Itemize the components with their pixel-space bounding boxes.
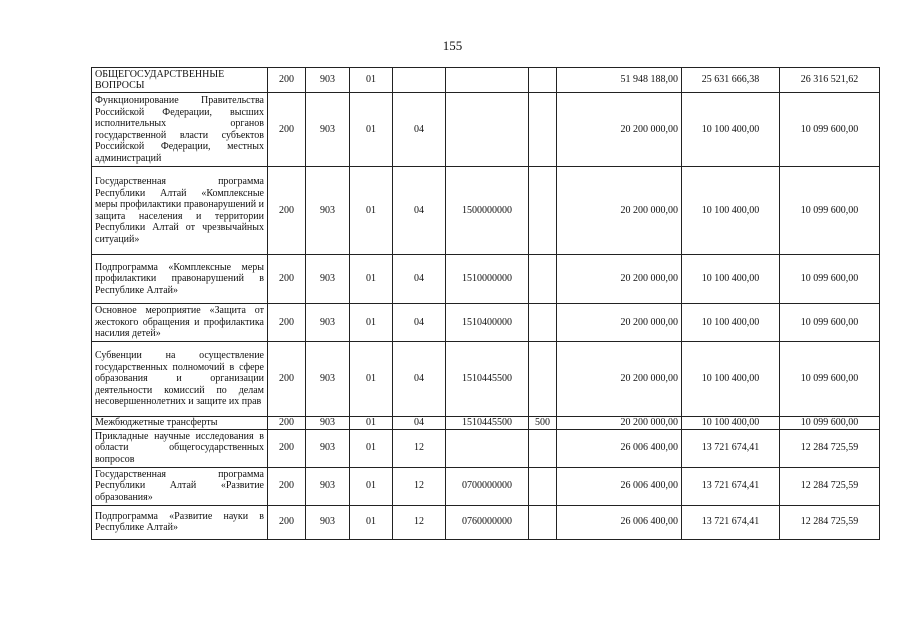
sum-current-cell: 26 006 400,00 — [557, 505, 682, 539]
sum-third-cell: 26 316 521,62 — [780, 68, 880, 93]
target-cell — [446, 429, 529, 467]
gov-cell: 903 — [306, 93, 350, 167]
sum-third-cell: 10 099 600,00 — [780, 304, 880, 342]
table-row — [92, 167, 880, 255]
row-name-cell: Функционирование Правительства Российской Федерации, высших исполнительных органов государственной власти субъектов Российской Федерации, местных администраций — [92, 93, 268, 167]
section-cell: 01 — [350, 304, 393, 342]
section-cell: 01 — [350, 93, 393, 167]
section-cell: 01 — [350, 429, 393, 467]
sum-second-cell: 25 631 666,38 — [682, 68, 780, 93]
row-name-cell: ОБЩЕГОСУДАРСТВЕННЫЕ ВОПРОСЫ — [92, 68, 268, 93]
sum-current-cell: 20 200 000,00 — [557, 417, 682, 430]
kind-cell — [529, 429, 557, 467]
sum-third-cell: 10 099 600,00 — [780, 342, 880, 417]
sum-current-cell: 20 200 000,00 — [557, 304, 682, 342]
target-cell: 1510445500 — [446, 417, 529, 430]
sum-current-cell: 20 200 000,00 — [557, 255, 682, 304]
table-row — [92, 68, 880, 93]
code-cell: 200 — [268, 342, 306, 417]
subsection-cell: 04 — [393, 342, 446, 417]
kind-cell — [529, 167, 557, 255]
target-cell: 0760000000 — [446, 505, 529, 539]
gov-cell: 903 — [306, 255, 350, 304]
gov-cell: 903 — [306, 342, 350, 417]
kind-cell — [529, 505, 557, 539]
code-cell: 200 — [268, 429, 306, 467]
row-name-cell: Основное мероприятие «Защита от жестокого обращения и профилактика насилия детей» — [92, 304, 268, 342]
kind-cell: 500 — [529, 417, 557, 430]
subsection-cell: 04 — [393, 255, 446, 304]
budget-table — [91, 67, 880, 540]
row-name-cell: Межбюджетные трансферты — [92, 417, 268, 430]
sum-third-cell: 10 099 600,00 — [780, 93, 880, 167]
gov-cell: 903 — [306, 304, 350, 342]
code-cell: 200 — [268, 467, 306, 505]
code-cell: 200 — [268, 93, 306, 167]
sum-third-cell: 12 284 725,59 — [780, 467, 880, 505]
table-row — [92, 429, 880, 467]
table-row — [92, 417, 880, 430]
kind-cell — [529, 342, 557, 417]
gov-cell: 903 — [306, 505, 350, 539]
kind-cell — [529, 467, 557, 505]
row-name-cell: Прикладные научные исследования в области общегосударственных вопросов — [92, 429, 268, 467]
kind-cell — [529, 304, 557, 342]
sum-current-cell: 51 948 188,00 — [557, 68, 682, 93]
sum-second-cell: 10 100 400,00 — [682, 93, 780, 167]
code-cell: 200 — [268, 167, 306, 255]
target-cell: 1510445500 — [446, 342, 529, 417]
subsection-cell: 12 — [393, 505, 446, 539]
sum-third-cell: 10 099 600,00 — [780, 167, 880, 255]
sum-third-cell: 12 284 725,59 — [780, 505, 880, 539]
code-cell: 200 — [268, 68, 306, 93]
sum-current-cell: 20 200 000,00 — [557, 93, 682, 167]
target-cell — [446, 68, 529, 93]
sum-second-cell: 13 721 674,41 — [682, 429, 780, 467]
gov-cell: 903 — [306, 417, 350, 430]
table-row — [92, 505, 880, 539]
section-cell: 01 — [350, 505, 393, 539]
section-cell: 01 — [350, 467, 393, 505]
gov-cell: 903 — [306, 467, 350, 505]
page-number: 155 — [442, 38, 463, 53]
sum-second-cell: 10 100 400,00 — [682, 342, 780, 417]
subsection-cell: 12 — [393, 429, 446, 467]
section-cell: 01 — [350, 167, 393, 255]
subsection-cell: 12 — [393, 467, 446, 505]
table-row — [92, 255, 880, 304]
code-cell: 200 — [268, 304, 306, 342]
subsection-cell: 04 — [393, 93, 446, 167]
code-cell: 200 — [268, 505, 306, 539]
gov-cell: 903 — [306, 429, 350, 467]
section-cell: 01 — [350, 417, 393, 430]
row-name-cell: Субвенции на осуществление государственных полномочий в сфере образования и организации деятельности комиссий по делам несовершеннолетних и защите их прав — [92, 342, 268, 417]
kind-cell — [529, 255, 557, 304]
section-cell: 01 — [350, 68, 393, 93]
sum-current-cell: 20 200 000,00 — [557, 167, 682, 255]
row-name-cell: Подпрограмма «Развитие науки в Республике Алтай» — [92, 505, 268, 539]
code-cell: 200 — [268, 417, 306, 430]
target-cell: 1500000000 — [446, 167, 529, 255]
sum-current-cell: 20 200 000,00 — [557, 342, 682, 417]
subsection-cell: 04 — [393, 304, 446, 342]
row-name-cell: Государственная программа Республики Алтай «Комплексные меры профилактики правонарушений и защита населения и территории Республики Алтай от чрезвычайных ситуаций» — [92, 167, 268, 255]
gov-cell: 903 — [306, 167, 350, 255]
sum-third-cell: 10 099 600,00 — [780, 255, 880, 304]
subsection-cell — [393, 68, 446, 93]
sum-second-cell: 13 721 674,41 — [682, 467, 780, 505]
gov-cell: 903 — [306, 68, 350, 93]
row-name-cell: Подпрограмма «Комплексные меры профилактики правонарушений в Республике Алтай» — [92, 255, 268, 304]
table-row — [92, 342, 880, 417]
sum-current-cell: 26 006 400,00 — [557, 429, 682, 467]
table-row — [92, 304, 880, 342]
code-cell: 200 — [268, 255, 306, 304]
table-row — [92, 467, 880, 505]
subsection-cell: 04 — [393, 417, 446, 430]
row-name-cell: Государственная программа Республики Алтай «Развитие образования» — [92, 467, 268, 505]
kind-cell — [529, 93, 557, 167]
subsection-cell: 04 — [393, 167, 446, 255]
target-cell: 0700000000 — [446, 467, 529, 505]
sum-third-cell: 12 284 725,59 — [780, 429, 880, 467]
sum-second-cell: 10 100 400,00 — [682, 167, 780, 255]
kind-cell — [529, 68, 557, 93]
sum-second-cell: 10 100 400,00 — [682, 304, 780, 342]
table-row — [92, 93, 880, 167]
sum-third-cell: 10 099 600,00 — [780, 417, 880, 430]
sum-second-cell: 10 100 400,00 — [682, 255, 780, 304]
target-cell — [446, 93, 529, 167]
section-cell: 01 — [350, 342, 393, 417]
sum-current-cell: 26 006 400,00 — [557, 467, 682, 505]
table-body — [92, 68, 880, 540]
target-cell: 1510400000 — [446, 304, 529, 342]
target-cell: 1510000000 — [446, 255, 529, 304]
section-cell: 01 — [350, 255, 393, 304]
sum-second-cell: 10 100 400,00 — [682, 417, 780, 430]
sum-second-cell: 13 721 674,41 — [682, 505, 780, 539]
